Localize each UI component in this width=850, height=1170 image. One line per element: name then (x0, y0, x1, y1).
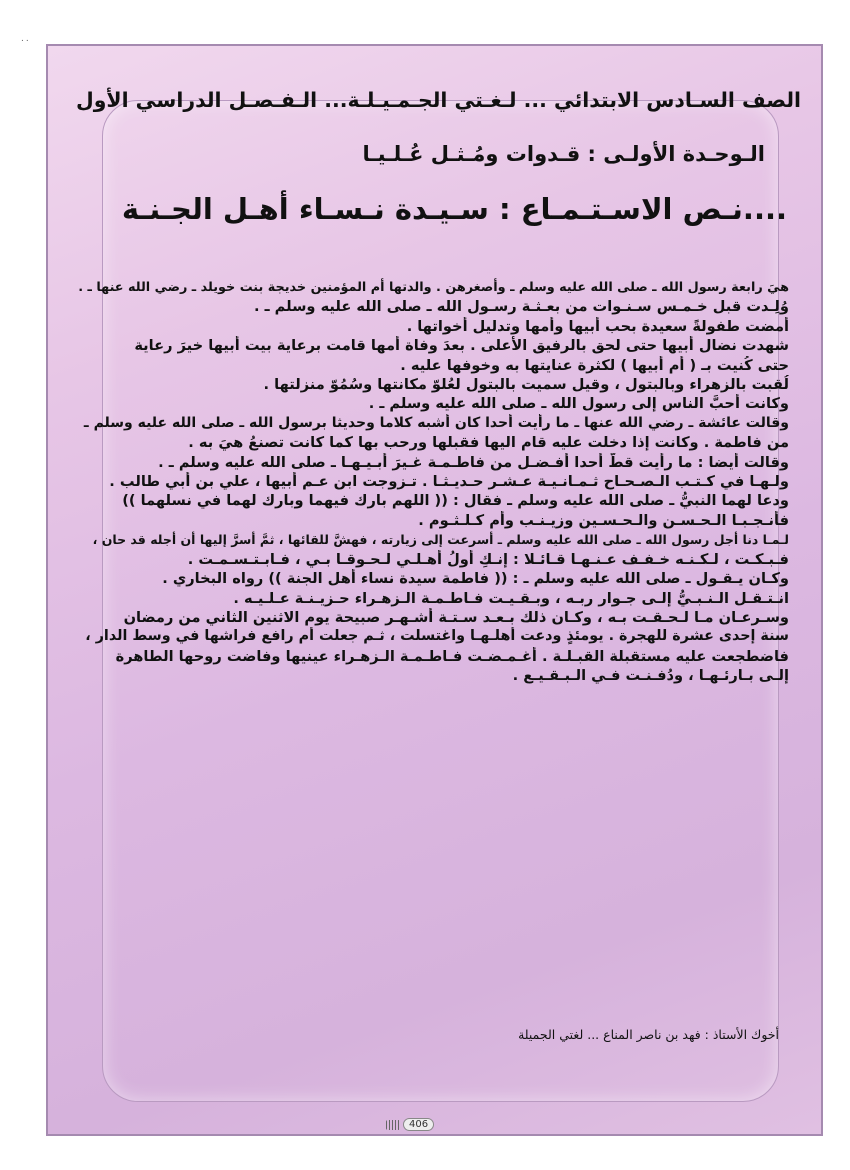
text-line: لـمـا دنا أجل رسول الله ـ صلى الله عليه وسلم ـ أسرعت إلى زيارته ، فهشَّ للقائها ، ثمَّ أسرَّ إليها أن أجله قد حان ، (92, 532, 789, 548)
text-line: من فاطمة . وكانت إذا دخلت عليه قام اليها فقبلها ورحب بها كما كانت تصنعُ هيَ به . (188, 434, 789, 452)
unit-heading: الـوحـدة الأولـى : قـدوات ومُـثـل عُـلـيـا (362, 142, 765, 166)
text-line: سنة إحدى عشرة للهجرة . يومئذٍ ودعت أهلـهـا واغتسلت ، ثـم جعلت أم رافع فراشها في وسط الدار ، (85, 628, 789, 645)
page-number: 406 (403, 1118, 434, 1131)
text-line: فـبـكـت ، لـكـنـه خـفـف عـنـهـا قـائـلا : إنـكِ أولُ أهـلـي لـحـوقـا بـي ، فـابـتـسـمـت . (187, 550, 789, 568)
text-line: وقالت أيضا : ما رأيت قطُّ أحدا أفـضـل من فاطـمـة غـيرَ أبـيـهـا ـ صلى الله عليه وسلم ـ . (158, 453, 789, 471)
text-line: لُقبت بالزهراء وبالبتول ، وقيل سميت بالبتول لعُلوّ مكانتها وسُمُوّ منزلتها . (263, 376, 789, 394)
text-line: ولـهـا في كـتـب الـصـحـاح ثـمـانـيـة عـشـر حـديـثـا . تـزوجت ابن عـم أبيها ، علي بن أبي طالب . (109, 473, 789, 491)
text-line: حتى كُنيت بـ ( أم أبيها ) لكثرة عنايتها به وخوفها عليه . (400, 356, 789, 374)
author-signature: أخوك الأستاذ : فهد بن ناصر المناع ... لغتي الجميلة (518, 1027, 779, 1042)
text-line: فاضطجعت عليه مستقبلة القبـلـة . أغـمـضـت فـاطـمـة الـزهـراء عينيها وفاضت روحها الطاهرة (115, 647, 789, 665)
text-line: وسـرعـان مـا لـحـقـت بـه ، وكـان ذلك بـعـد سـتـة أشـهـر صبيحة يوم الاثنين الثاني من رمضان (123, 608, 789, 626)
worksheet-content (46, 44, 823, 1136)
listening-text-body (77, 278, 789, 686)
text-line: انـتـقـل الـنـبـيُّ إلـى جـوار ربـه ، وبـقـيـت فـاطـمـة الـزهـراء حـزيـنـة عـلـيـه . (233, 589, 789, 607)
page-number-badge (386, 1118, 434, 1131)
text-line: شهدت نضال أبيها حتى لحق بالرفيق الأعلى . بعدَ وفاة أمها قامت برعاية بيت أبيها خيرَ رعاية (134, 337, 789, 355)
grade-heading: الصف السـادس الابتدائي ... لـغـتي الجـمـيـلـة... الـفـصـل الدراسي الأول (76, 88, 801, 112)
text-line: وُلِـدت قبل خـمـس سـنـوات من بعـثـة رسـول الله ـ صلى الله عليه وسلم ـ . (253, 298, 789, 316)
text-line: فأنـجـبـا الـحـسـن والـحـسـين وزيـنـب وأم كـلـثـوم . (418, 511, 789, 529)
text-line: إلـى بـارئـهـا ، ودُفـنـت فـي الـبـقـيـع . (512, 667, 789, 685)
ornament-icon (386, 1120, 400, 1130)
text-line: ودعا لهما النبيُّ ـ صلى الله عليه وسلم ـ فقال : (( اللهم بارك فيهما وبارك لهما في نسلهما )) (122, 492, 789, 510)
text-line: أمضت طفولةً سعيدة بحب أبيها وأمها وتدليل أخواتها . (406, 317, 789, 335)
corner-mark: ٠٠ (20, 36, 30, 46)
text-line: وكانت أحبَّ الناس إلى رسول الله ـ صلى الله عليه وسلم ـ . (368, 395, 789, 413)
listening-text-title: ....نـص الاسـتـمـاع : سـيـدة نـسـاء أهـل الجـنـة (121, 192, 787, 226)
text-line: وكـان يـقـول ـ صلى الله عليه وسلم ـ : (( فاطمة سيدة نساء أهل الجنة )) رواه البخاري . (162, 570, 789, 588)
text-line: وقالت عائشة ـ رضي الله عنها ـ ما رأيت أحدا كان أشبه كلاما وحديثا برسول الله ـ صلى الله عليه وسلم ـ (83, 414, 789, 431)
text-line: هيَ رابعة رسول الله ـ صلى الله عليه وسلم ـ وأصغرهن . والدتها أم المؤمنين خديجة بنت خويلد ـ رضي الله عنها ـ . (78, 280, 789, 295)
